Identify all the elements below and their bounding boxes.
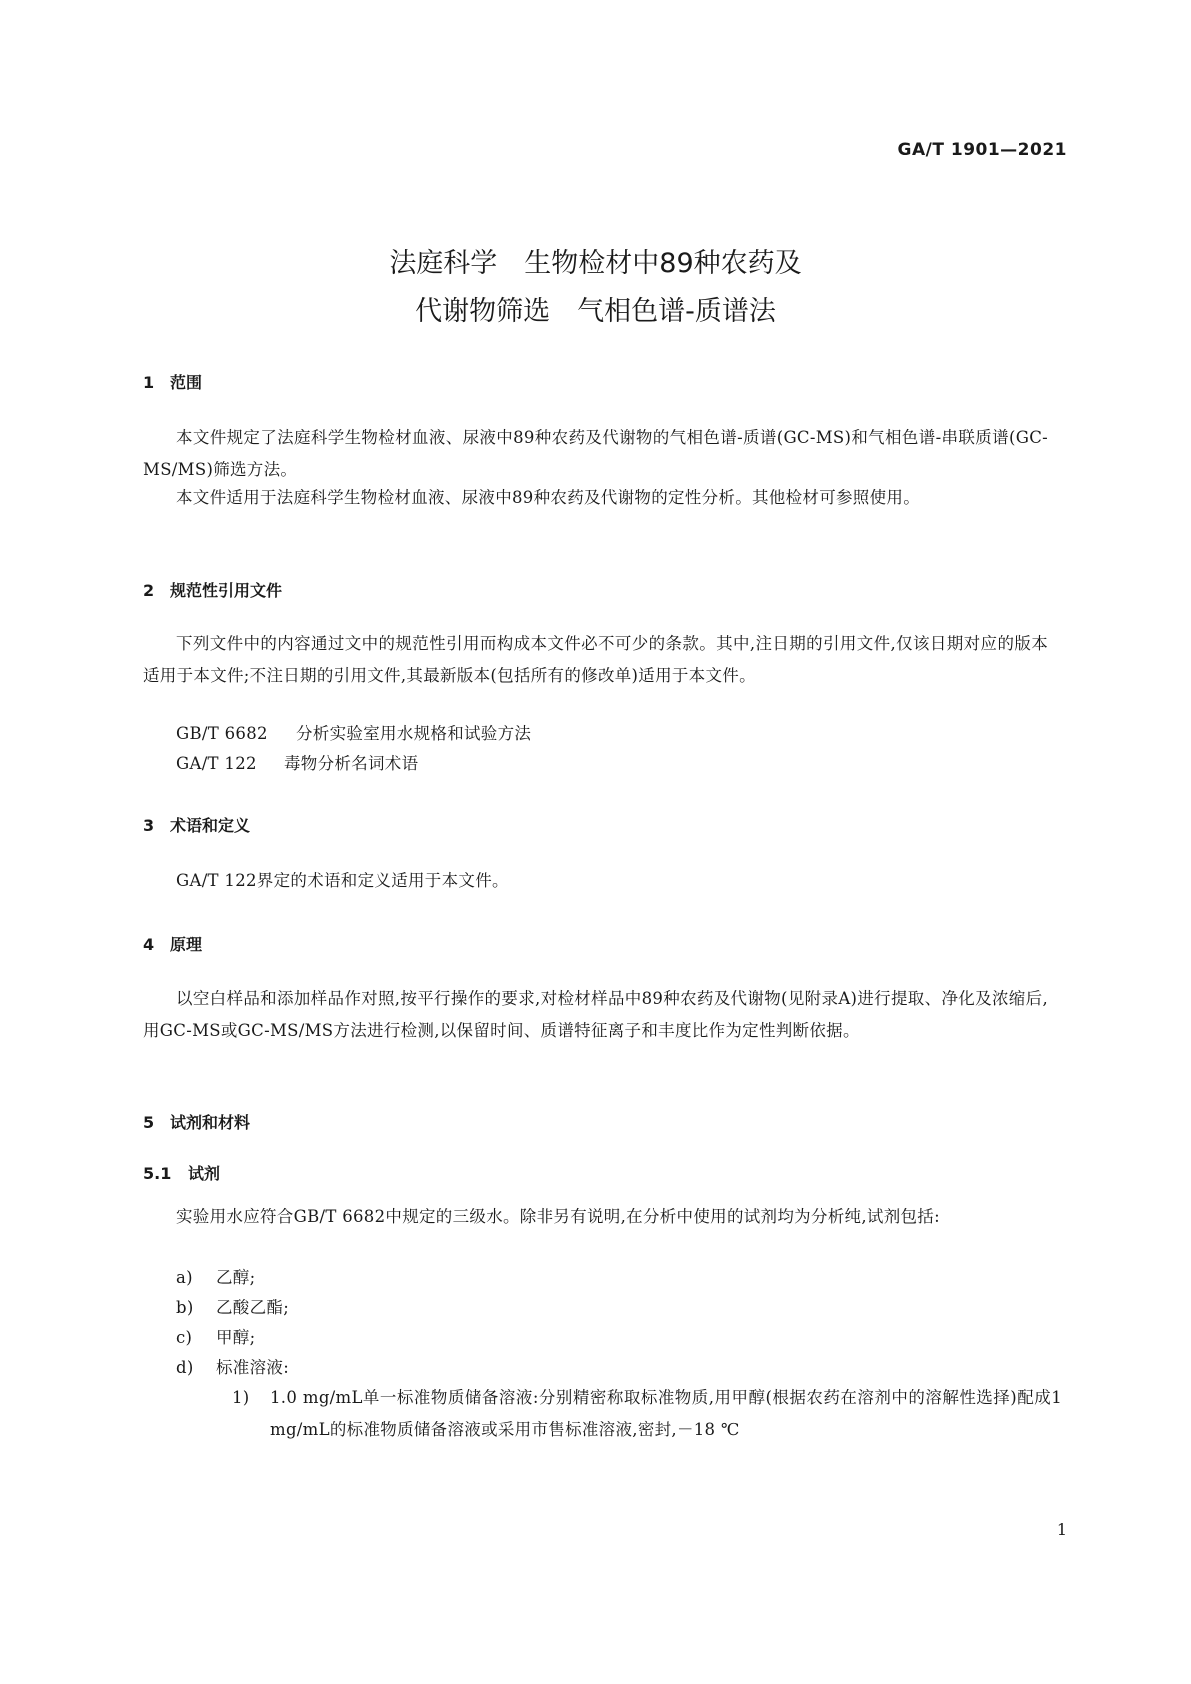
section-title: 范围	[170, 373, 203, 392]
section-2-heading	[143, 578, 282, 601]
sub-list-item	[232, 1382, 1062, 1446]
section-4-paragraph: 以空白样品和添加样品作对照,按平行操作的要求,对检材样品中89种农药及代谢物(见附录A)进行提取、净化及浓缩后,用GC-MS或GC-MS/MS方法进行检测,以保留时间、质谱特征离子和丰度比作为定性判断依据。	[143, 989, 1048, 1040]
page-number: 1	[1056, 1520, 1067, 1539]
section-5-1-heading	[143, 1161, 220, 1184]
list-marker: b)	[176, 1298, 194, 1317]
list-item	[176, 1292, 289, 1324]
section-title: 试剂	[188, 1164, 221, 1183]
document-code: GA/T 1901—2021	[897, 140, 1067, 160]
reference-name: 分析实验室用水规格和试验方法	[296, 724, 532, 743]
section-1-heading	[143, 370, 202, 393]
section-number: 4	[143, 935, 155, 954]
section-2-paragraph: 下列文件中的内容通过文中的规范性引用而构成本文件必不可少的条款。其中,注日期的引用文件,仅该日期对应的版本适用于本文件;不注日期的引用文件,其最新版本(包括所有的修改单)适用于本文件。	[143, 634, 1048, 685]
document-title	[0, 240, 1191, 336]
section-5-heading	[143, 1110, 250, 1133]
section-number: 2	[143, 581, 155, 600]
title-line-1: 法庭科学 生物检材中89种农药及	[389, 248, 802, 279]
sub-list-marker: 1)	[232, 1388, 250, 1407]
reference-code: GB/T 6682	[176, 724, 268, 743]
list-item	[176, 1352, 289, 1384]
list-marker: d)	[176, 1358, 194, 1377]
sub-list-text: 1.0 mg/mL单一标准物质储备溶液:分别精密称取标准物质,用甲醇(根据农药在溶剂中的溶解性选择)配成1 mg/mL的标准物质储备溶液或采用市售标准溶液,密封,－18 ℃	[270, 1388, 1062, 1439]
section-title: 术语和定义	[170, 816, 251, 835]
section-1-paragraph-2: 本文件适用于法庭科学生物检材血液、尿液中89种农药及代谢物的定性分析。其他检材可参照使用。	[176, 488, 920, 507]
reference-item	[176, 748, 418, 780]
section-title: 原理	[170, 935, 203, 954]
section-title: 试剂和材料	[170, 1113, 251, 1132]
section-4-heading	[143, 932, 202, 955]
section-3-paragraph: GA/T 122界定的术语和定义适用于本文件。	[176, 871, 509, 890]
section-number: 5	[143, 1113, 155, 1132]
list-marker: c)	[176, 1328, 193, 1347]
title-line-2: 代谢物筛选 气相色谱-质谱法	[415, 296, 776, 327]
section-number: 5.1	[143, 1164, 172, 1183]
list-marker: a)	[176, 1268, 193, 1287]
list-text: 甲醇;	[216, 1328, 256, 1347]
section-1-paragraph-1: 本文件规定了法庭科学生物检材血液、尿液中89种农药及代谢物的气相色谱-质谱(GC-MS)和气相色谱-串联质谱(GC-MS/MS)筛选方法。	[143, 428, 1048, 479]
list-item	[176, 1322, 255, 1354]
section-5-1-paragraph: 实验用水应符合GB/T 6682中规定的三级水。除非另有说明,在分析中使用的试剂均为分析纯,试剂包括:	[176, 1207, 940, 1226]
list-item	[176, 1262, 255, 1294]
section-title: 规范性引用文件	[170, 581, 283, 600]
reference-item	[176, 718, 531, 750]
section-number: 3	[143, 816, 155, 835]
reference-name: 毒物分析名词术语	[284, 754, 419, 773]
section-3-heading	[143, 813, 250, 836]
list-text: 乙醇;	[216, 1268, 256, 1287]
section-number: 1	[143, 373, 155, 392]
list-text: 标准溶液:	[216, 1358, 290, 1377]
list-text: 乙酸乙酯;	[216, 1298, 290, 1317]
reference-code: GA/T 122	[176, 754, 257, 773]
